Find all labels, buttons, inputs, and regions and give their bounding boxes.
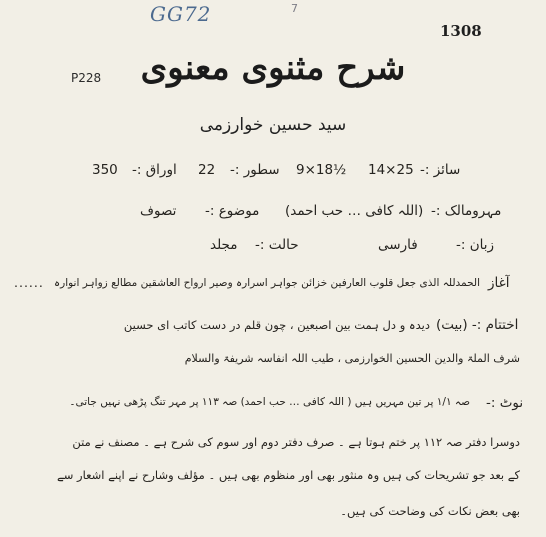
pencil-note: GG72: [150, 2, 212, 26]
lines-value: 22: [198, 162, 216, 178]
aghaz-dots: ......: [14, 275, 44, 290]
lines-label: سطور :-: [230, 162, 280, 178]
ikhtitam-text: دیدہ و دل ہمت بین اصبعین ، چون قلم در دست کاتب ای حسین: [123, 318, 430, 332]
para-line-2: کے بعد جو تشریحات کی ہیں وہ منثور بھی اور منظوم بھی ہیں ۔ مؤلف وشارح نے اپنے اشعار سے: [56, 468, 520, 482]
seal-label: مہرومالک :-: [431, 203, 502, 219]
manuscript-title: شرح مثنوی معنوی: [140, 48, 406, 88]
colophon-line: شرف الملۃ والدین الحسین الخوارزمی ، طیب اللہ انفاسہ شریفۃ والسلام: [184, 352, 520, 365]
language-value: فارسی: [378, 237, 418, 253]
aghaz-label: آغاز: [488, 275, 510, 291]
condition-value: مجلد: [210, 237, 238, 253]
para-line-3: بھی بعض نکات کی وضاحت کی ہیں۔: [340, 504, 520, 518]
size-value-inner: 9×18½: [296, 162, 347, 178]
para-line-1: دوسرا دفتر صہ ۱۱۲ پر ختم ہوتا ہے ۔ صرف دفتر دوم اور سوم کی شرح ہے ۔ مصنف نے متن: [72, 435, 520, 449]
size-label: سائز :-: [420, 162, 461, 178]
ikhtitam-label: اختتام :- (بیت): [436, 317, 519, 333]
condition-label: حالت :-: [255, 237, 299, 253]
subject-label: موضوع :-: [205, 203, 260, 219]
page-number: 1308: [440, 22, 482, 40]
seal-value: (اللہ کافی … حب احمد): [285, 203, 424, 219]
pencil-mark: 7: [291, 2, 298, 15]
reference-code: P228: [71, 71, 102, 85]
note-label: نوٹ :-: [486, 395, 524, 411]
author-name: سید حسین خوارزمی: [199, 115, 347, 135]
aghaz-text: الحمدللہ الذی جعل قلوب العارفین خزائن جواہر اسرارہ وصیر ارواح العاشقین مطالع زواہر انوارہ: [53, 277, 480, 289]
folios-value: 350: [92, 162, 118, 178]
language-label: زبان :-: [456, 237, 495, 253]
folios-label: اوراق :-: [132, 162, 177, 178]
size-value: 14×25: [368, 162, 414, 178]
note-text: صہ ۱/۱ پر تین مہریں ہیں ( اللہ کافی … حب احمد) صہ ۱۱۳ پر مہر تنگ پڑھی نہیں جاتی۔: [69, 396, 470, 408]
subject-value: تصوف: [140, 203, 177, 219]
